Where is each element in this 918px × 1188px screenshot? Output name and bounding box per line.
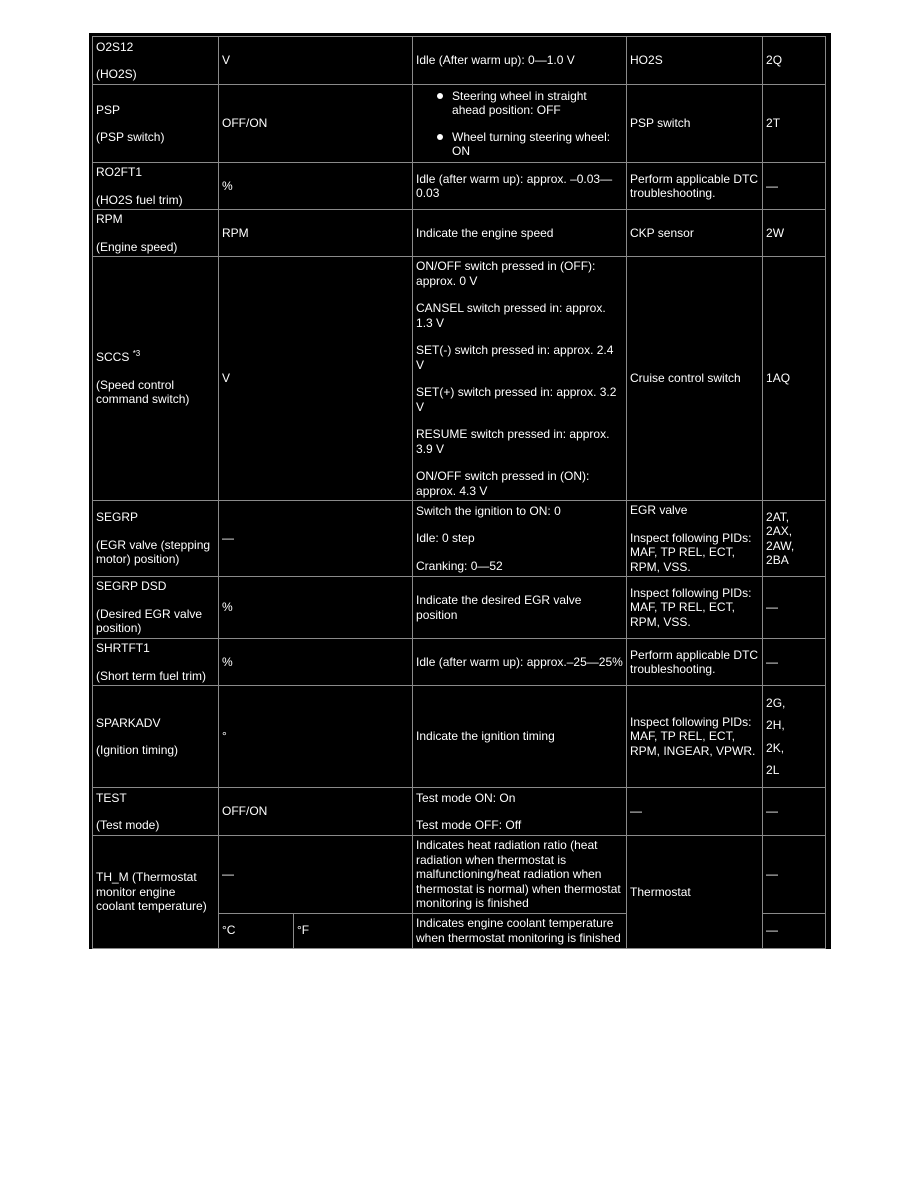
action-cell: Perform applicable DTC troubleshooting. <box>627 639 763 686</box>
condition-cell: Indicate the engine speed <box>413 210 627 257</box>
pid-name: SCCS $^{*3}$ <box>96 349 141 365</box>
pid-cell <box>93 257 219 501</box>
unit-cell: OFF/ON <box>219 85 413 163</box>
unit-cell: % <box>219 639 413 686</box>
pid-name: O2S12 <box>96 39 134 54</box>
table-row <box>93 163 826 210</box>
action-cell: Inspect following PIDs: MAF, TP REL, ECT, RPM, VSS. <box>627 577 763 639</box>
pid-cell <box>93 788 219 836</box>
pid-cell <box>93 37 219 85</box>
table-row <box>93 85 826 163</box>
pid-name: RPM <box>96 212 123 226</box>
terminal-cell: 2T <box>763 85 826 163</box>
condition-cell: Idle (After warm up): 0—1.0 V <box>413 37 627 85</box>
condition-cell <box>413 85 627 163</box>
action-cell: EGR valve Inspect following PIDs: MAF, TP REL, ECT, RPM, VSS. <box>627 501 763 577</box>
unit-cell: OFF/ON <box>219 788 413 836</box>
unit-cell: — <box>219 836 413 914</box>
condition-cell: Switch the ignition to ON: 0 Idle: 0 step Cranking: 0—52 <box>413 501 627 577</box>
condition-cell: Test mode ON: On Test mode OFF: Off <box>413 788 627 836</box>
unit-cell: % <box>219 577 413 639</box>
pid-name: PSP <box>96 102 121 117</box>
pid-cell <box>93 686 219 788</box>
pid-name: TEST <box>96 790 127 805</box>
table-row <box>93 257 826 501</box>
pid-monitor-table <box>92 36 826 949</box>
pid-description: (Ignition timing) <box>96 743 179 757</box>
pid-description: (Speed control command switch) <box>96 377 190 407</box>
list-item: Steering wheel in straight ahead position: OFF <box>452 89 623 118</box>
pid-name: RO2FT1 <box>96 165 143 179</box>
pid-description: (Desired EGR valve position) <box>96 606 203 636</box>
unit-cell: RPM <box>219 210 413 257</box>
action-cell: Thermostat <box>627 836 763 949</box>
unit-cell: ° <box>219 686 413 788</box>
footnote-mark: *3 <box>132 349 141 359</box>
pid-description: (HO2S fuel trim) <box>96 192 183 207</box>
terminal-cell: — <box>763 788 826 836</box>
pid-description: (Test mode) <box>96 818 160 832</box>
pid-cell <box>93 85 219 163</box>
pid-name: SEGRP DSD <box>96 579 167 594</box>
unit-celsius-cell: °C <box>219 913 294 948</box>
pid-name: SHRTFT1 <box>96 641 150 655</box>
condition-cell: Indicate the ignition timing <box>413 686 627 788</box>
table-row <box>93 501 826 577</box>
table-row <box>93 639 826 686</box>
table-row <box>93 836 826 914</box>
table-row <box>93 788 826 836</box>
pid-table-frame <box>89 33 831 949</box>
terminal-cell: 2W <box>763 210 826 257</box>
table-row <box>93 210 826 257</box>
unit-cell: V <box>219 37 413 85</box>
action-cell: CKP sensor <box>627 210 763 257</box>
pid-cell <box>93 501 219 577</box>
table-row <box>93 37 826 85</box>
pid-cell <box>93 836 219 949</box>
pid-cell <box>93 210 219 257</box>
pid-cell <box>93 639 219 686</box>
pid-description: (PSP switch) <box>96 130 165 144</box>
condition-cell: Idle (after warm up): approx.–25—25% <box>413 639 627 686</box>
pid-name: SEGRP <box>96 510 139 525</box>
condition-cell: Idle (after warm up): approx. –0.03—0.03 <box>413 163 627 210</box>
terminal-cell: — <box>763 836 826 914</box>
terminal-cell: — <box>763 577 826 639</box>
list-item: Wheel turning steering wheel: ON <box>452 130 623 159</box>
terminal-cell: — <box>763 913 826 948</box>
condition-list <box>416 89 623 159</box>
pid-description: (HO2S) <box>96 67 137 81</box>
pid-description: (EGR valve (stepping motor) position) <box>96 537 211 567</box>
pid-description: (Engine speed) <box>96 239 178 254</box>
terminal-cell: 1AQ <box>763 257 826 501</box>
terminal-cell: 2AT, 2AX, 2AW, 2BA <box>763 501 826 577</box>
action-cell: — <box>627 788 763 836</box>
terminal-cell: 2Q <box>763 37 826 85</box>
pid-name: TH_M (Thermostat monitor engine coolant temperature) <box>96 870 207 913</box>
pid-cell <box>93 577 219 639</box>
terminal-cell: — <box>763 163 826 210</box>
unit-fahrenheit-cell: °F <box>294 913 413 948</box>
terminal-cell: 2G, 2H, 2K, 2L <box>763 686 826 788</box>
condition-cell: Indicates engine coolant temperature when thermostat monitoring is finished <box>413 913 627 948</box>
pid-description: (Short term fuel trim) <box>96 668 207 683</box>
condition-cell: Indicates heat radiation ratio (heat radiation when thermostat is malfunctioning/heat radiation when thermostat is normal) when thermostat monitoring is finished <box>413 836 627 914</box>
table-row <box>93 686 826 788</box>
pid-cell <box>93 163 219 210</box>
terminal-cell: — <box>763 639 826 686</box>
unit-cell: V <box>219 257 413 501</box>
action-cell: Perform applicable DTC troubleshooting. <box>627 163 763 210</box>
unit-cell: — <box>219 501 413 577</box>
action-cell: Inspect following PIDs: MAF, TP REL, ECT, RPM, INGEAR, VPWR. <box>627 686 763 788</box>
condition-cell: ON/OFF switch pressed in (OFF): approx. 0 V CANSEL switch pressed in: approx. 1.3 V SET(-) switch pressed in: approx. 2.4 V SET(+) switch pressed in: approx. 3.2 V RESUME switch pressed in: approx. 3.9 V ON/OFF switch pressed in (ON): approx. 4.3 V <box>413 257 627 501</box>
unit-cell: % <box>219 163 413 210</box>
action-cell: PSP switch <box>627 85 763 163</box>
table-row <box>93 577 826 639</box>
action-cell: HO2S <box>627 37 763 85</box>
condition-cell: Indicate the desired EGR valve position <box>413 577 627 639</box>
pid-name: SPARKADV <box>96 715 161 730</box>
action-cell: Cruise control switch <box>627 257 763 501</box>
